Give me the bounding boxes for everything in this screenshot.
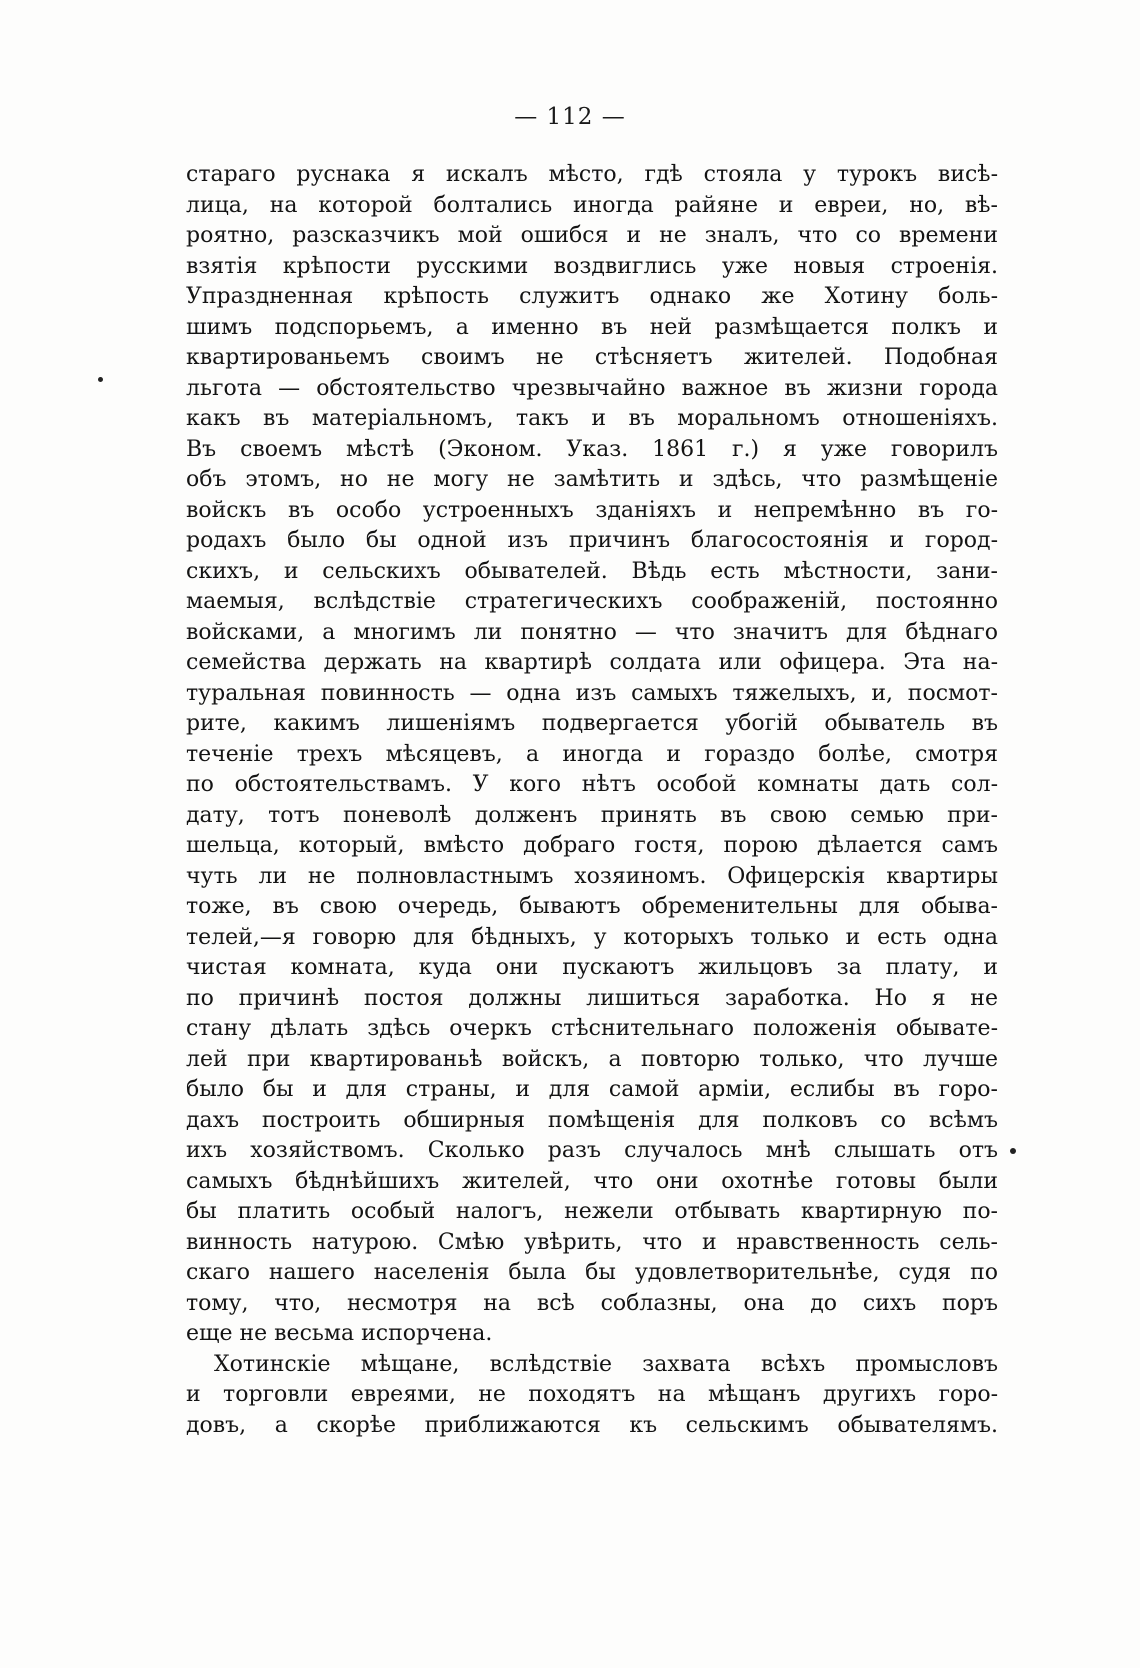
- text-line: Въ своемъ мѣстѣ (Эконом. Указ. 1861 г.) я уже говорилъ: [186, 436, 998, 462]
- text-line: родахъ было бы одной изъ причинъ благосостоянія и город-: [186, 528, 998, 553]
- text-line: и торговли евреями, не походятъ на мѣщанъ другихъ горо-: [186, 1382, 998, 1407]
- text-line: довъ, а скорѣе приближаются къ сельскимъ обывателямъ.: [186, 1412, 998, 1438]
- text-line: лей при квартированьѣ войскъ, а повторю только, что лучше: [186, 1046, 998, 1072]
- text-line: тоже, въ свою очередь, бываютъ обременительны для обыва-: [186, 894, 998, 919]
- text-line: роятно, разсказчикъ мой ошибся и не зналъ, что со времени: [186, 223, 998, 248]
- text-line: стану дѣлать здѣсь очеркъ стѣснительнаго положенія обывате-: [186, 1016, 998, 1041]
- page-number: — 112 —: [514, 104, 626, 130]
- text-line: по причинѣ постоя должны лишиться заработка. Но я не: [186, 985, 998, 1011]
- text-line: войскъ въ особо устроенныхъ зданіяхъ и непремѣнно въ го-: [186, 497, 998, 523]
- text-line: ихъ хозяйствомъ. Сколько разъ случалось мнѣ слышать отъ: [186, 1138, 998, 1163]
- text-line: самыхъ бѣднѣйшихъ жителей, что они охотнѣе готовы были: [186, 1168, 998, 1194]
- text-line: чуть ли не полновластнымъ хозяиномъ. Офицерскія квартиры: [186, 863, 998, 889]
- text-line: дату, тотъ поневолѣ долженъ принять въ свою семью при-: [186, 802, 998, 828]
- text-line: винность натурою. Смѣю увѣрить, что и нравственность сель-: [186, 1229, 998, 1255]
- text-line: было бы и для страны, и для самой арміи, еслибы въ горо-: [186, 1077, 998, 1102]
- text-line: туральная повинность — одна изъ самыхъ тяжелыхъ, и, посмот-: [186, 680, 998, 706]
- text-line: бы платить особый налогъ, нежели отбывать квартирную по-: [186, 1199, 998, 1224]
- text-line: скихъ, и сельскихъ обывателей. Вѣдь есть мѣстности, зани-: [186, 558, 998, 584]
- text-line: войсками, а многимъ ли понятно — что значитъ для бѣднаго: [186, 619, 998, 645]
- text-line: дахъ построить обширныя помѣщенія для полковъ со всѣмъ: [186, 1107, 998, 1133]
- text-line: семейства держать на квартирѣ солдата или офицера. Эта на-: [186, 650, 998, 675]
- text-line: объ этомъ, но не могу не замѣтить и здѣсь, что размѣщеніе: [186, 467, 998, 492]
- text-line: какъ въ матеріальномъ, такъ и въ моральномъ отношеніяхъ.: [186, 406, 998, 431]
- text-line: маемыя, вслѣдствіе стратегическихъ соображеній, постоянно: [186, 589, 998, 614]
- text-line: взятія крѣпости русскими воздвиглись уже новыя строенія.: [186, 253, 998, 279]
- text-line: еще не весьма испорчена.: [186, 1321, 493, 1346]
- text-line: теченіе трехъ мѣсяцевъ, а иногда и гораздо болѣе, смотря: [186, 741, 998, 767]
- ink-speck: [1010, 1148, 1016, 1154]
- text-line: рите, какимъ лишеніямъ подвергается убогій обыватель въ: [186, 711, 998, 736]
- text-line: чистая комната, куда они пускаютъ жильцовъ за плату, и: [186, 955, 998, 980]
- text-line: по обстоятельствамъ. У кого нѣтъ особой комнаты дать сол-: [186, 772, 998, 797]
- text-line: скаго нашего населенія была бы удовлетворительнѣе, судя по: [186, 1260, 998, 1285]
- text-line: тому, что, несмотря на всѣ соблазны, она до сихъ поръ: [186, 1290, 998, 1316]
- body-text: [186, 160, 998, 1441]
- ink-speck: [98, 377, 103, 382]
- text-line: квартированьемъ своимъ не стѣсняетъ жителей. Подобная: [186, 345, 998, 370]
- text-line: стараго руснака я искалъ мѣсто, гдѣ стояла у турокъ висѣ-: [186, 162, 998, 187]
- text-line: Хотинскіе мѣщане, вслѣдствіе захвата всѣхъ промысловъ: [214, 1351, 998, 1377]
- text-line: льгота — обстоятельство чрезвычайно важное въ жизни города: [186, 375, 998, 401]
- text-line: телей,—я говорю для бѣдныхъ, у которыхъ только и есть одна: [186, 924, 998, 950]
- text-line: Упраздненная крѣпость служитъ однако же Хотину боль-: [186, 284, 998, 309]
- text-line: шимъ подспорьемъ, а именно въ ней размѣщается полкъ и: [186, 314, 998, 340]
- text-line: шельца, который, вмѣсто добраго гостя, порою дѣлается самъ: [186, 833, 998, 858]
- text-line: лица, на которой болтались иногда райяне и евреи, но, вѣ-: [186, 192, 998, 218]
